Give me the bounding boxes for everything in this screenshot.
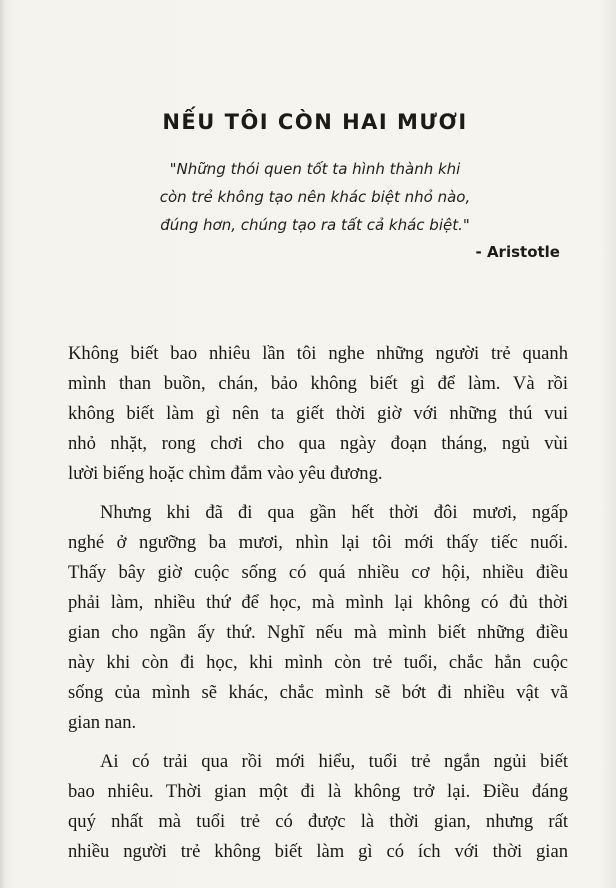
- chapter-title: NẾU TÔI CÒN HAI MƯƠI: [162, 110, 468, 134]
- paragraph-1: [68, 339, 568, 489]
- chapter-body: [68, 339, 568, 867]
- text-line: Nhưng khi đã đi qua gần hết thời đôi mươi, ngấp: [100, 502, 568, 523]
- text-line: Không biết bao nhiêu lần tôi nghe những người trẻ quanh: [68, 343, 568, 364]
- text-line: bao nhiêu. Thời gian một đi là không trở lại. Điều đáng: [68, 781, 568, 802]
- epigraph-line: còn trẻ không tạo nên khác biệt nhỏ nào,: [159, 188, 471, 206]
- text-line: Ai có trải qua rồi mới hiểu, tuổi trẻ ngắn ngủi biết: [100, 751, 568, 772]
- text-line: Thấy bây giờ cuộc sống có quá nhiều cơ hội, nhiều điều: [68, 562, 568, 583]
- page-gutter-shadow: [0, 0, 6, 888]
- epigraph-line: "Những thói quen tốt ta hình thành khi: [169, 160, 461, 178]
- text-line: lười biếng hoặc chìm đắm vào yêu đương.: [68, 463, 383, 484]
- epigraph-line: đúng hơn, chúng tạo ra tất cả khác biệt.": [160, 216, 470, 234]
- epigraph-author: - Aristotle: [475, 243, 560, 261]
- text-line: nhiều người trẻ không biết làm gì có ích với thời gian: [68, 841, 568, 862]
- text-line: phải làm, nhiều thứ để học, mà mình lại không có đủ thời: [68, 592, 568, 613]
- text-line: không biết làm gì nên ta giết thời giờ với những thú vui: [68, 403, 568, 424]
- text-line: gian nan.: [68, 712, 137, 733]
- text-line: nghé ở ngưỡng ba mươi, nhìn lại tôi mới thấy tiếc nuối.: [68, 532, 568, 553]
- text-line: mình than buồn, chán, bảo không biết gì để làm. Và rồi: [68, 373, 568, 394]
- paragraph-2: [68, 498, 568, 738]
- text-line: nhỏ nhặt, rong chơi cho qua ngày đoạn tháng, ngủ vùi: [68, 433, 568, 454]
- text-line: sống của mình sẽ khác, chắc mình sẽ bớt đi nhiều vật vã: [68, 682, 568, 703]
- paragraph-3: [68, 747, 568, 867]
- text-line: gian cho ngần ấy thứ. Nghĩ nếu mà mình biết những điều: [68, 622, 568, 643]
- epigraph-quote: [150, 155, 480, 239]
- text-line: quý nhất mà tuổi trẻ có được là thời gian, nhưng rất: [68, 811, 568, 832]
- text-line: này khi còn đi học, khi mình còn trẻ tuổi, chắc hẳn cuộc: [68, 652, 568, 673]
